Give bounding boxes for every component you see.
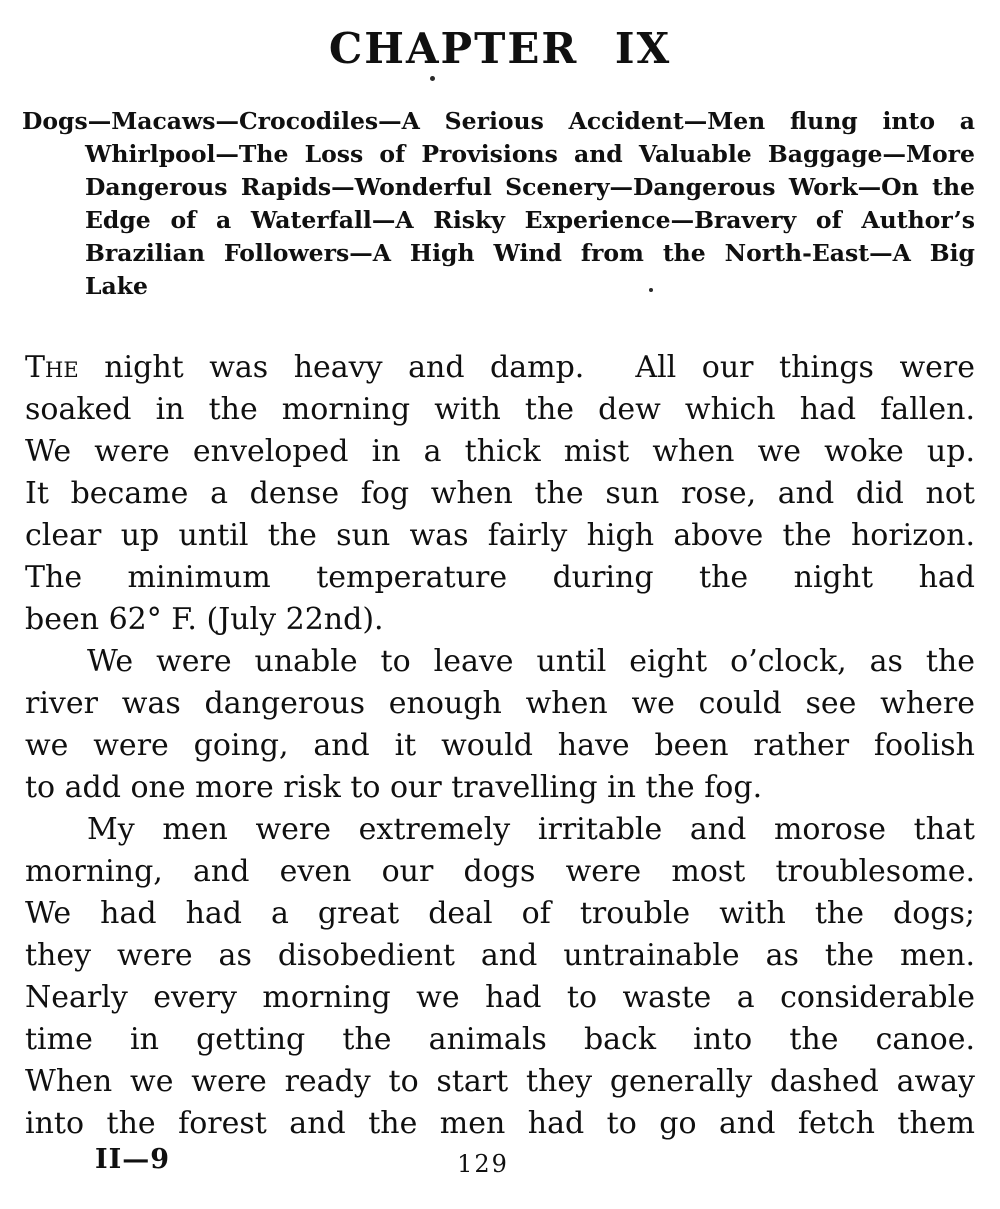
body-line: morning, and even our dogs were most troublesome. xyxy=(25,854,975,889)
body-line: been 62° F. (July 22nd). xyxy=(25,602,384,637)
body-line: river was dangerous enough when we could see where xyxy=(25,686,975,721)
body-line: time in getting the animals back into the canoe. xyxy=(25,1022,975,1057)
body-line: to add one more risk to our travelling in the fog. xyxy=(25,770,763,805)
chapter-title: CHAPTER IX xyxy=(328,24,672,73)
body-line: When we were ready to start they generally dashed away xyxy=(25,1064,975,1099)
body-line: We were enveloped in a thick mist when we woke up. xyxy=(25,434,975,469)
body-line: It became a dense fog when the sun rose, and did not xyxy=(25,476,975,511)
body-line: clear up until the sun was fairly high above the horizon. xyxy=(25,518,975,553)
body-line: soaked in the morning with the dew which had fallen. xyxy=(25,392,975,427)
body-line: they were as disobedient and untrainable as the men. xyxy=(25,938,975,973)
body-line: We were unable to leave until eight o’clock, as the xyxy=(87,644,975,679)
paragraph-lead-word: The xyxy=(25,350,79,385)
body-line: we were going, and it would have been rather foolish xyxy=(25,728,975,763)
summary-line: Lake xyxy=(85,272,148,300)
page-number: 129 xyxy=(457,1150,509,1178)
summary-line: Brazilian Followers—A High Wind from the North-East—A Big xyxy=(85,239,975,267)
body-line-text: night was heavy and damp. All our things were xyxy=(104,350,976,385)
summary-line: Dogs—Macaws—Crocodiles—A Serious Accident—Men flung into a xyxy=(22,107,975,135)
body-text xyxy=(25,347,975,1145)
summary-line: Edge of a Waterfall—A Risky Experience—Bravery of Author’s xyxy=(85,206,975,234)
body-line: My men were extremely irritable and morose that xyxy=(87,812,975,847)
body-line xyxy=(25,347,975,389)
body-line: We had had a great deal of trouble with the dogs; xyxy=(25,896,975,931)
body-line: The minimum temperature during the night had xyxy=(25,560,975,595)
body-line: Nearly every morning we had to waste a considerable xyxy=(25,980,975,1015)
signature-mark: II—9 xyxy=(95,1144,171,1175)
summary-line: Dangerous Rapids—Wonderful Scenery—Dangerous Work—On the xyxy=(85,173,975,201)
summary-line: Whirlpool—The Loss of Provisions and Valuable Baggage—More xyxy=(85,140,975,168)
scan-artifact-dot xyxy=(430,76,435,81)
chapter-summary xyxy=(22,105,975,303)
body-line: into the forest and the men had to go and fetch them xyxy=(25,1106,975,1141)
